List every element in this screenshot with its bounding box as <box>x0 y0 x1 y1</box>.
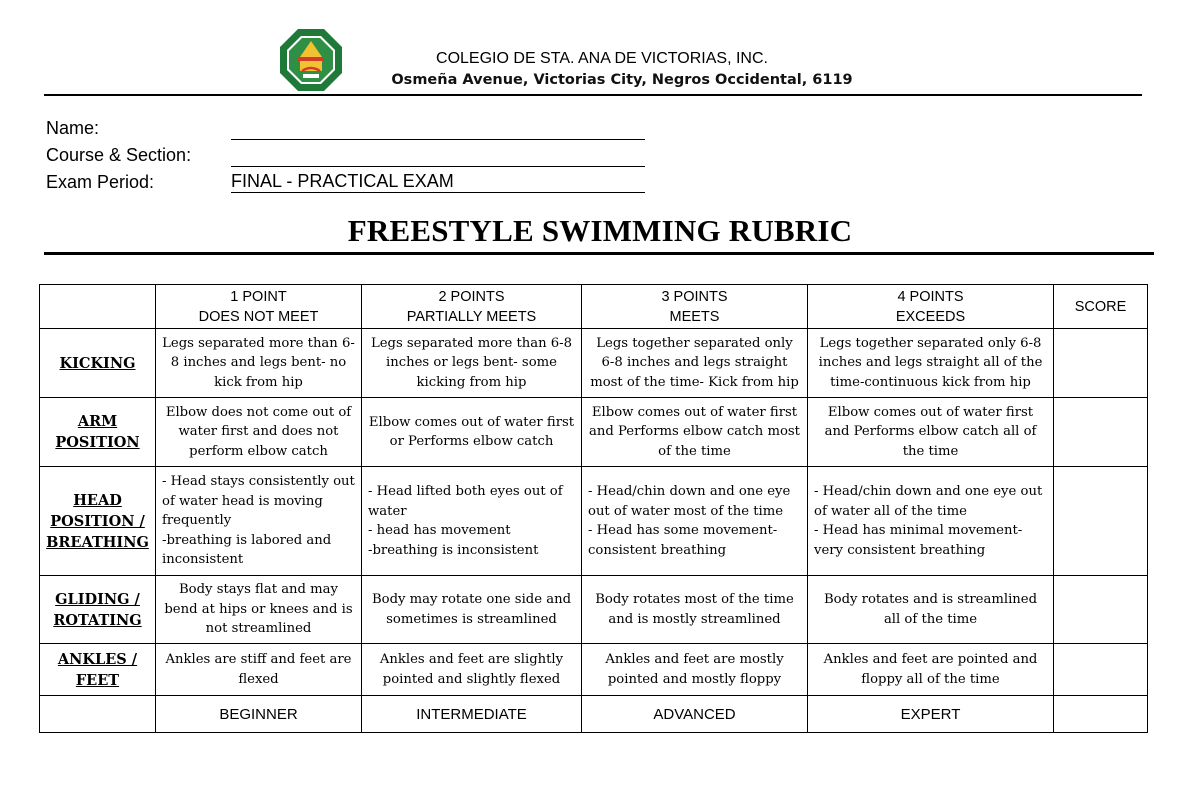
rubric-cell: Body rotates most of the time and is mostly streamlined <box>582 576 808 644</box>
exam-period-field[interactable]: FINAL - PRACTICAL EXAM <box>231 170 645 193</box>
score-cell-total[interactable] <box>1054 696 1148 733</box>
level-advanced: ADVANCED <box>582 696 808 733</box>
school-seal-icon <box>278 27 344 93</box>
rubric-cell-line: -breathing is inconsistent <box>368 542 539 558</box>
header-row <box>40 285 1148 329</box>
name-label: Name: <box>46 118 100 138</box>
header-score: SCORE <box>1054 285 1148 329</box>
table-row-gliding-rotating <box>40 576 1148 644</box>
rubric-cell-line: - Head lifted both eyes out of water <box>368 484 563 519</box>
header-level: PARTIALLY MEETS <box>406 308 537 325</box>
header-level: MEETS <box>669 308 720 325</box>
rubric-cell-line: - Head stays consistently out of water head is moving frequently <box>162 474 355 529</box>
rubric-table <box>39 284 1148 733</box>
rubric-cell: Ankles are stiff and feet are flexed <box>156 644 362 696</box>
rubric-cell: Ankles and feet are pointed and floppy all of the time <box>808 644 1054 696</box>
header-level: EXCEEDS <box>895 308 966 325</box>
rubric-cell: Legs separated more than 6-8 inches and legs bent- no kick from hip <box>156 329 362 398</box>
rubric-cell: Body stays flat and may bend at hips or knees and is not streamlined <box>156 576 362 644</box>
course-section-field[interactable] <box>231 144 645 167</box>
rubric-cell-line: - Head/chin down and one eye out of water all of the time <box>814 484 1043 519</box>
header-points: 1 POINT <box>230 288 287 305</box>
rubric-cell <box>362 467 582 576</box>
rubric-cell: Legs together separated only 6-8 inches and legs straight all of the time-continuous kick from hip <box>808 329 1054 398</box>
exam-period-label: Exam Period: <box>46 172 155 192</box>
score-cell-gliding-rotating[interactable] <box>1054 576 1148 644</box>
rubric-cell: Body may rotate one side and sometimes is streamlined <box>362 576 582 644</box>
table-row-head-position <box>40 467 1148 576</box>
rubric-cell <box>808 467 1054 576</box>
rubric-cell: Ankles and feet are mostly pointed and mostly floppy <box>582 644 808 696</box>
header-1-point <box>156 285 362 329</box>
header-4-points <box>808 285 1054 329</box>
header-divider <box>44 94 1142 96</box>
school-name: COLEGIO DE STA. ANA DE VICTORIAS, INC. <box>436 50 768 67</box>
header-points: 2 POINTS <box>438 288 505 305</box>
rubric-cell: Ankles and feet are slightly pointed and slightly flexed <box>362 644 582 696</box>
score-cell-arm-position[interactable] <box>1054 398 1148 467</box>
course-section-label: Course & Section: <box>46 145 192 165</box>
header-level: DOES NOT MEET <box>198 308 319 325</box>
criterion-gliding-rotating: GLIDING / ROTATING <box>40 576 156 644</box>
rubric-cell-line: - head has movement <box>368 523 511 538</box>
rubric-cell: Elbow comes out of water first or Performs elbow catch <box>362 398 582 467</box>
page-title: FREESTYLE SWIMMING RUBRIC <box>347 213 853 248</box>
level-expert: EXPERT <box>808 696 1054 733</box>
header-points: 4 POINTS <box>897 288 964 305</box>
criterion-head-position: HEAD POSITION / BREATHING <box>40 467 156 576</box>
rubric-cell <box>582 467 808 576</box>
header-3-points <box>582 285 808 329</box>
rubric-cell-line: -breathing is labored and inconsistent <box>162 532 332 568</box>
rubric-cell-line: - Head has some movement-consistent breathing <box>588 523 778 558</box>
table-row-levels <box>40 696 1148 733</box>
school-address: Osmeña Avenue, Victorias City, Negros Occidental, 6119 <box>391 72 853 88</box>
rubric-cell: Elbow comes out of water first and Performs elbow catch most of the time <box>582 398 808 467</box>
rubric-cell: Body rotates and is streamlined all of the time <box>808 576 1054 644</box>
score-cell-head-position[interactable] <box>1054 467 1148 576</box>
title-divider <box>44 252 1154 255</box>
score-cell-ankles-feet[interactable] <box>1054 644 1148 696</box>
rubric-cell: Elbow does not come out of water first and does not perform elbow catch <box>156 398 362 467</box>
rubric-cell: Elbow comes out of water first and Performs elbow catch all of the time <box>808 398 1054 467</box>
score-cell-kicking[interactable] <box>1054 329 1148 398</box>
rubric-cell: Legs together separated only 6-8 inches and legs straight most of the time- Kick from hip <box>582 329 808 398</box>
table-row-kicking <box>40 329 1148 398</box>
corner-cell <box>40 285 156 329</box>
header-2-points <box>362 285 582 329</box>
name-field[interactable] <box>231 117 645 140</box>
table-row-ankles-feet <box>40 644 1148 696</box>
rubric-cell-line: - Head/chin down and one eye out of water most of the time <box>588 484 791 519</box>
rubric-cell-line: - Head has minimal movement-very consistent breathing <box>814 523 1023 558</box>
level-intermediate: INTERMEDIATE <box>362 696 582 733</box>
criterion-arm-position: ARM POSITION <box>40 398 156 467</box>
rubric-cell: Legs separated more than 6-8 inches or legs bent- some kicking from hip <box>362 329 582 398</box>
criterion-kicking: KICKING <box>40 329 156 398</box>
criterion-ankles-feet: ANKLES / FEET <box>40 644 156 696</box>
level-row-empty-cell <box>40 696 156 733</box>
header-points: 3 POINTS <box>661 288 728 305</box>
rubric-cell <box>156 467 362 576</box>
table-row-arm-position <box>40 398 1148 467</box>
level-beginner: BEGINNER <box>156 696 362 733</box>
